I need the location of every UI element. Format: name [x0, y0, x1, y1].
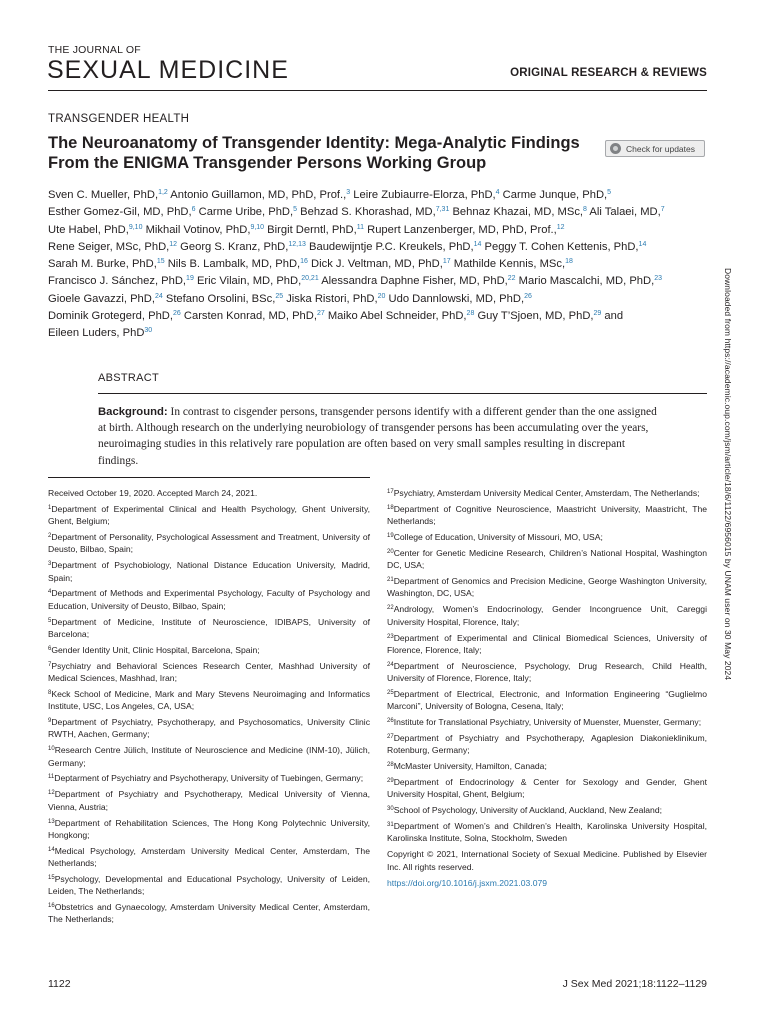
affiliation-ref[interactable]: 27	[316, 310, 325, 318]
affiliation-note	[48, 616, 370, 641]
author-name: Gioele Gavazzi, PhD,	[48, 292, 155, 305]
affiliation-number: 7	[48, 661, 52, 668]
affiliation-ref[interactable]: 30	[144, 327, 153, 335]
author-name: Carme Junque, PhD,	[499, 189, 608, 201]
affiliation-text: Department of Experimental and Clinical Biomedical Sciences, University of Florence, Florence, Italy;	[387, 632, 707, 655]
affiliation-text: Department of Experimental Clinical and Health Psychology, Ghent University, Ghent, Belgium;	[48, 503, 370, 527]
affiliation-number: 1	[48, 504, 52, 511]
author-name: Ali Talaei, MD,	[586, 206, 661, 219]
affiliation-ref[interactable]: 23	[654, 275, 663, 283]
affiliation-note	[387, 760, 707, 772]
affiliation-ref[interactable]: 6	[191, 206, 196, 214]
affiliation-note	[387, 547, 707, 572]
affiliation-note	[48, 644, 370, 656]
abstract-heading: ABSTRACT	[98, 372, 160, 384]
affiliation-text: Department of Methods and Experimental Psychology, Faculty of Psychology and Education, University of Deusto, Bilbao, Spain;	[48, 588, 370, 611]
author-name: Dominik Grotegerd, PhD,	[48, 310, 173, 323]
affiliation-number: 28	[387, 762, 394, 769]
affiliation-note	[48, 688, 370, 713]
affiliation-text: Department of Psychobiology, National Distance Education University, Madrid, Spain;	[48, 560, 370, 583]
affiliation-text: Department of Cognitive Neuroscience, Maastricht University, Maastricht, The Netherlands;	[387, 503, 707, 527]
author-name: Guy T’Sjoen, MD, PhD,	[474, 310, 594, 323]
affiliation-note	[387, 776, 707, 801]
author-name: Carme Uribe, PhD,	[195, 206, 294, 219]
author-name: Sven C. Mueller, PhD,	[48, 189, 159, 201]
section-label: ORIGINAL RESEARCH & REVIEWS	[510, 67, 707, 79]
author-name: Udo Dannlowski, MD, PhD,	[385, 292, 525, 305]
affiliation-ref[interactable]: 20,21	[301, 275, 319, 283]
affiliation-ref[interactable]: 1,2	[158, 189, 168, 196]
author-name: Francisco J. Sánchez, PhD,	[48, 275, 187, 288]
affiliation-text: Psychiatry and Behavioral Sciences Research Center, Mashhad University of Medical Sciences, Mashhad, Iran;	[48, 660, 370, 684]
affiliation-ref[interactable]: 14	[638, 240, 647, 248]
affiliation-text: Department of Personality, Psychological Assessment and Treatment, University of Deusto, Bilbao, Spain;	[48, 532, 370, 555]
journal-name: SEXUAL MEDICINE	[47, 56, 289, 84]
affiliation-ref[interactable]: 26	[172, 310, 181, 318]
affiliation-ref[interactable]: 3	[346, 189, 351, 196]
affiliation-text: Department of Psychiatry and Psychotherapy, Medical University of Vienna, Vienna, Austria;	[48, 789, 370, 812]
article-category: TRANSGENDER HEALTH	[48, 113, 190, 125]
affiliation-number: 8	[48, 689, 52, 696]
affiliation-ref[interactable]: 26	[524, 292, 532, 300]
copyright-notice: Copyright © 2021, International Society of Sexual Medicine. Published by Elsevier Inc. All rights reserved.	[387, 849, 707, 872]
affiliation-number: 3	[48, 561, 52, 568]
affiliation-ref[interactable]: 16	[300, 258, 308, 266]
affiliation-number: 29	[387, 778, 394, 785]
affiliation-note	[387, 716, 707, 728]
affiliation-ref[interactable]: 25	[275, 292, 284, 300]
author-line	[48, 222, 713, 239]
affiliation-note	[48, 817, 370, 842]
affiliation-note	[48, 660, 370, 685]
author-name: Eileen Luders, PhD	[48, 327, 145, 340]
check-for-updates-button[interactable]	[605, 140, 705, 157]
affiliation-number: 30	[387, 806, 394, 813]
author-line	[48, 239, 713, 256]
author-name: Maiko Abel Schneider, PhD,	[324, 310, 467, 323]
affiliation-note	[387, 603, 707, 628]
affiliation-text: Center for Genetic Medicine Research, Children’s National Hospital, Washington DC, USA;	[387, 547, 707, 571]
affiliation-text: Obstetrics and Gynaecology, Amsterdam University Medical Center, Amsterdam, The Netherlands;	[48, 902, 370, 925]
affiliation-note	[387, 804, 707, 816]
crossmark-icon	[610, 143, 621, 154]
affiliation-number: 19	[387, 533, 394, 540]
author-line	[48, 204, 713, 221]
author-name: Peggy T. Cohen Kettenis, PhD,	[481, 240, 639, 253]
affiliation-text: Department of Genomics and Precision Medicine, George Washington University, Washington, DC, USA;	[387, 576, 707, 599]
affiliation-note	[387, 732, 707, 757]
author-name: Mikhail Votinov, PhD,	[142, 223, 251, 236]
affiliation-note	[48, 845, 370, 870]
author-line	[48, 273, 713, 290]
affiliation-ref[interactable]: 20	[377, 292, 386, 300]
affiliation-note	[48, 716, 370, 741]
affiliation-ref[interactable]: 12	[169, 240, 178, 248]
page-number: 1122	[48, 978, 71, 990]
author-name: Behnaz Khazai, MD, MSc,	[449, 206, 584, 219]
affiliation-note	[387, 575, 707, 600]
affiliation-text: College of Education, University of Missouri, MO, USA;	[393, 532, 603, 543]
affiliation-number: 21	[387, 577, 394, 584]
author-name: Georg S. Kranz, PhD,	[177, 240, 289, 253]
affiliation-note	[48, 531, 370, 556]
author-name: Baudewijntje P.C. Kreukels, PhD,	[305, 240, 474, 253]
affiliation-number: 25	[387, 689, 394, 696]
affiliation-text: Department of Neuroscience, Psychology, Drug Research, Child Health, University of Florence, Florence, Italy;	[387, 660, 707, 684]
affiliation-ref[interactable]: 4	[495, 189, 500, 196]
author-name: Behzad S. Khorashad, MD,	[297, 206, 436, 219]
affiliation-text: McMaster University, Hamilton, Canada;	[393, 761, 547, 772]
affiliation-note	[387, 688, 707, 713]
affiliations-left-column	[48, 487, 370, 929]
affiliation-ref[interactable]: 29	[593, 310, 602, 318]
affiliation-number: 18	[387, 504, 394, 511]
doi-link[interactable]: https://doi.org/10.1016/j.jsxm.2021.03.079	[387, 877, 548, 888]
author-line	[48, 187, 713, 204]
author-line	[48, 291, 713, 308]
affiliation-note	[387, 503, 707, 528]
affiliation-note	[48, 503, 370, 528]
journal-citation: J Sex Med 2021;18:1122–1129	[562, 978, 707, 990]
affiliation-text: Medical Psychology, Amsterdam University Medical Center, Amsterdam, The Netherlands;	[48, 845, 370, 869]
journal-name-top: THE JOURNAL OF	[48, 44, 141, 56]
author-name: Esther Gomez-Gil, MD, PhD,	[48, 206, 192, 219]
affiliation-ref[interactable]: 5	[607, 189, 612, 196]
author-name: Rene Seiger, MSc, PhD,	[48, 240, 170, 253]
affiliation-ref[interactable]: 12,13	[288, 240, 306, 248]
affiliation-number: 24	[387, 661, 394, 668]
affiliation-text: Institute for Translational Psychiatry, University of Muenster, Muenster, Germany;	[393, 717, 702, 728]
affiliation-text: Andrology, Women’s Endocrinology, Gender Incongruence Unit, Careggi University Hospital, Florence, Italy;	[387, 604, 707, 627]
affiliation-note	[48, 772, 370, 784]
author-name: Jiska Ristori, PhD,	[283, 292, 378, 305]
affiliation-ref[interactable]: 17	[442, 258, 451, 266]
affiliation-note	[48, 487, 370, 499]
author-name: Birgit Derntl, PhD,	[264, 223, 357, 236]
affiliations-list	[387, 487, 707, 845]
affiliation-number: 4	[48, 589, 52, 596]
author-line	[48, 325, 713, 342]
affiliation-number: 12	[48, 790, 55, 797]
affiliation-text: Department of Psychiatry, Psychotherapy, and Psychosomatics, University Clinic RWTH, Aachen, Germany;	[48, 717, 370, 740]
check-for-updates-label: Check for updates	[626, 143, 695, 154]
affiliation-text: Keck School of Medicine, Mark and Mary Stevens Neuroimaging and Informatics Institute, USC, Los Angeles, CA, USA;	[48, 688, 370, 712]
author-name: Nils B. Lambalk, MD, PhD,	[164, 258, 301, 271]
affiliation-text: Psychology, Developmental and Educational Psychology, University of Leiden, Leiden, The Netherlands;	[48, 873, 370, 897]
affiliation-number: 26	[387, 718, 394, 725]
affiliation-text: Gender Identity Unit, Clinic Hospital, Barcelona, Spain;	[51, 644, 260, 655]
notes-divider	[48, 477, 370, 478]
download-notice: Downloaded from https://academic.oup.com/jsm/article/18/6/1122/6956015 by UNAM user on 30 May 2024	[723, 268, 733, 681]
affiliation-text: Department of Women’s and Children’s Health, Karolinska University Hospital, Karolinska Institute, Solna, Stockholm, Sweden	[387, 821, 707, 844]
affiliation-text: Research Centre Jülich, Institute of Neuroscience and Medicine (INM-10), Jülich, Germany;	[48, 745, 370, 768]
affiliation-note	[48, 788, 370, 813]
abstract-divider	[98, 393, 707, 394]
affiliation-number: 20	[387, 548, 394, 555]
affiliation-text: Deptarment of Psychiatry and Psychotherapy, University of Tuebingen, Germany;	[54, 773, 364, 784]
author-list	[48, 187, 713, 343]
affiliation-ref[interactable]: 19	[186, 275, 194, 283]
author-name: Eric Vilain, MD, PhD,	[193, 275, 302, 288]
title-line: From the ENIGMA Transgender Persons Working Group	[48, 154, 487, 172]
affiliation-ref[interactable]: 5	[293, 206, 298, 214]
author-name: and	[601, 310, 624, 323]
affiliation-number: 23	[387, 633, 394, 640]
author-name: Leire Zubiaurre-Elorza, PhD,	[350, 189, 496, 201]
affiliation-note	[48, 587, 370, 612]
affiliation-note	[48, 901, 370, 926]
author-line	[48, 256, 713, 273]
author-name: Mario Mascalchi, MD, PhD,	[515, 275, 655, 288]
affiliation-number: 2	[48, 533, 52, 540]
author-name: Stefano Orsolini, BSc,	[162, 292, 276, 305]
affiliation-ref[interactable]: 7,31	[435, 206, 450, 214]
affiliation-note	[387, 660, 707, 685]
affiliation-note	[387, 487, 707, 499]
affiliation-ref[interactable]: 24	[154, 292, 163, 300]
affiliation-number: 6	[48, 645, 52, 652]
author-name: Alessandra Daphne Fisher, MD, PhD,	[318, 275, 508, 288]
abstract-background	[98, 404, 658, 469]
affiliation-number: 22	[387, 605, 394, 612]
affiliation-text: Department of Psychiatry and Psychotherapy, Agaplesion Diakonieklinikum, Rotenburg, Germany;	[387, 732, 707, 756]
affiliation-number: 16	[48, 903, 55, 910]
author-name: Dick J. Veltman, MD, PhD,	[307, 258, 443, 271]
affiliation-text: Department of Endocrinology & Center for Sexology and Gender, Ghent University Hospital, Ghent, Belgium;	[387, 777, 707, 800]
affiliation-ref[interactable]: 8	[583, 206, 587, 214]
affiliation-text: School of Psychology, University of Auckland, Auckland, New Zealand;	[393, 805, 662, 816]
affiliation-number: 14	[48, 846, 55, 853]
affiliation-note	[387, 632, 707, 657]
background-label: Background:	[98, 406, 168, 418]
affiliation-note	[387, 820, 707, 845]
affiliation-number: 15	[48, 874, 55, 881]
affiliation-note	[48, 873, 370, 898]
affiliation-ref[interactable]: 28	[466, 310, 475, 318]
affiliation-ref[interactable]: 15	[156, 258, 165, 266]
affiliation-ref[interactable]: 12	[556, 223, 565, 231]
affiliation-ref[interactable]: 7	[660, 206, 665, 214]
affiliation-note	[48, 559, 370, 584]
header-divider	[48, 90, 707, 91]
background-text: In contrast to cisgender persons, transgender persons identify with a different gender than the one assigned at birth. Although research on the underlying neurobiology of transgender persons has been accumulating over the years, neuroimaging studies in this relatively rare population are often based on very small samples resulting in discrepant findings.	[98, 406, 657, 467]
affiliation-ref[interactable]: 11	[356, 223, 364, 231]
affiliation-ref[interactable]: 14	[473, 240, 482, 248]
affiliation-number: 9	[48, 718, 52, 725]
author-name: Rupert Lanzenberger, MD, PhD, Prof.,	[364, 223, 557, 236]
affiliation-number: 27	[387, 733, 394, 740]
affiliation-text: Department of Medicine, Institute of Neuroscience, IDIBAPS, University of Barcelona;	[48, 616, 370, 639]
affiliation-text: Department of Electrical, Electronic, and Information Engineering “Guglielmo Marconi”, University of Bologna, Cesena, Italy;	[387, 688, 707, 712]
affiliation-ref[interactable]: 18	[565, 258, 573, 266]
author-line	[48, 308, 713, 325]
affiliation-ref[interactable]: 22	[507, 275, 516, 283]
author-name: Sarah M. Burke, PhD,	[48, 258, 157, 271]
affiliation-ref[interactable]: 9,10	[128, 223, 143, 231]
affiliation-text: Department of Rehabilitation Sciences, The Hong Kong Polytechnic University, Hongkong;	[48, 817, 370, 840]
affiliation-number: 5	[48, 617, 52, 624]
article-title	[48, 133, 608, 173]
affiliation-text: Psychiatry, Amsterdam University Medical Center, Amsterdam, The Netherlands;	[393, 488, 700, 498]
affiliation-note	[387, 531, 707, 543]
affiliation-number: 13	[48, 818, 55, 825]
affiliation-ref[interactable]: 9,10	[250, 223, 265, 231]
author-name: Ute Habel, PhD,	[48, 223, 129, 236]
author-name: Mathilde Kennis, MSc,	[450, 258, 566, 271]
affiliations-right-column	[387, 487, 707, 892]
affiliation-text: Received October 19, 2020. Accepted March 24, 2021.	[48, 488, 258, 498]
affiliation-number: 17	[387, 489, 394, 495]
affiliation-number: 11	[48, 774, 55, 781]
title-line: The Neuroanatomy of Transgender Identity: Mega-Analytic Findings	[48, 134, 580, 152]
author-name: Antonio Guillamon, MD, PhD, Prof.,	[167, 189, 347, 201]
author-name: Carsten Konrad, MD, PhD,	[180, 310, 317, 323]
affiliation-number: 10	[48, 746, 55, 753]
affiliation-note	[48, 744, 370, 769]
affiliation-number: 31	[387, 822, 394, 829]
